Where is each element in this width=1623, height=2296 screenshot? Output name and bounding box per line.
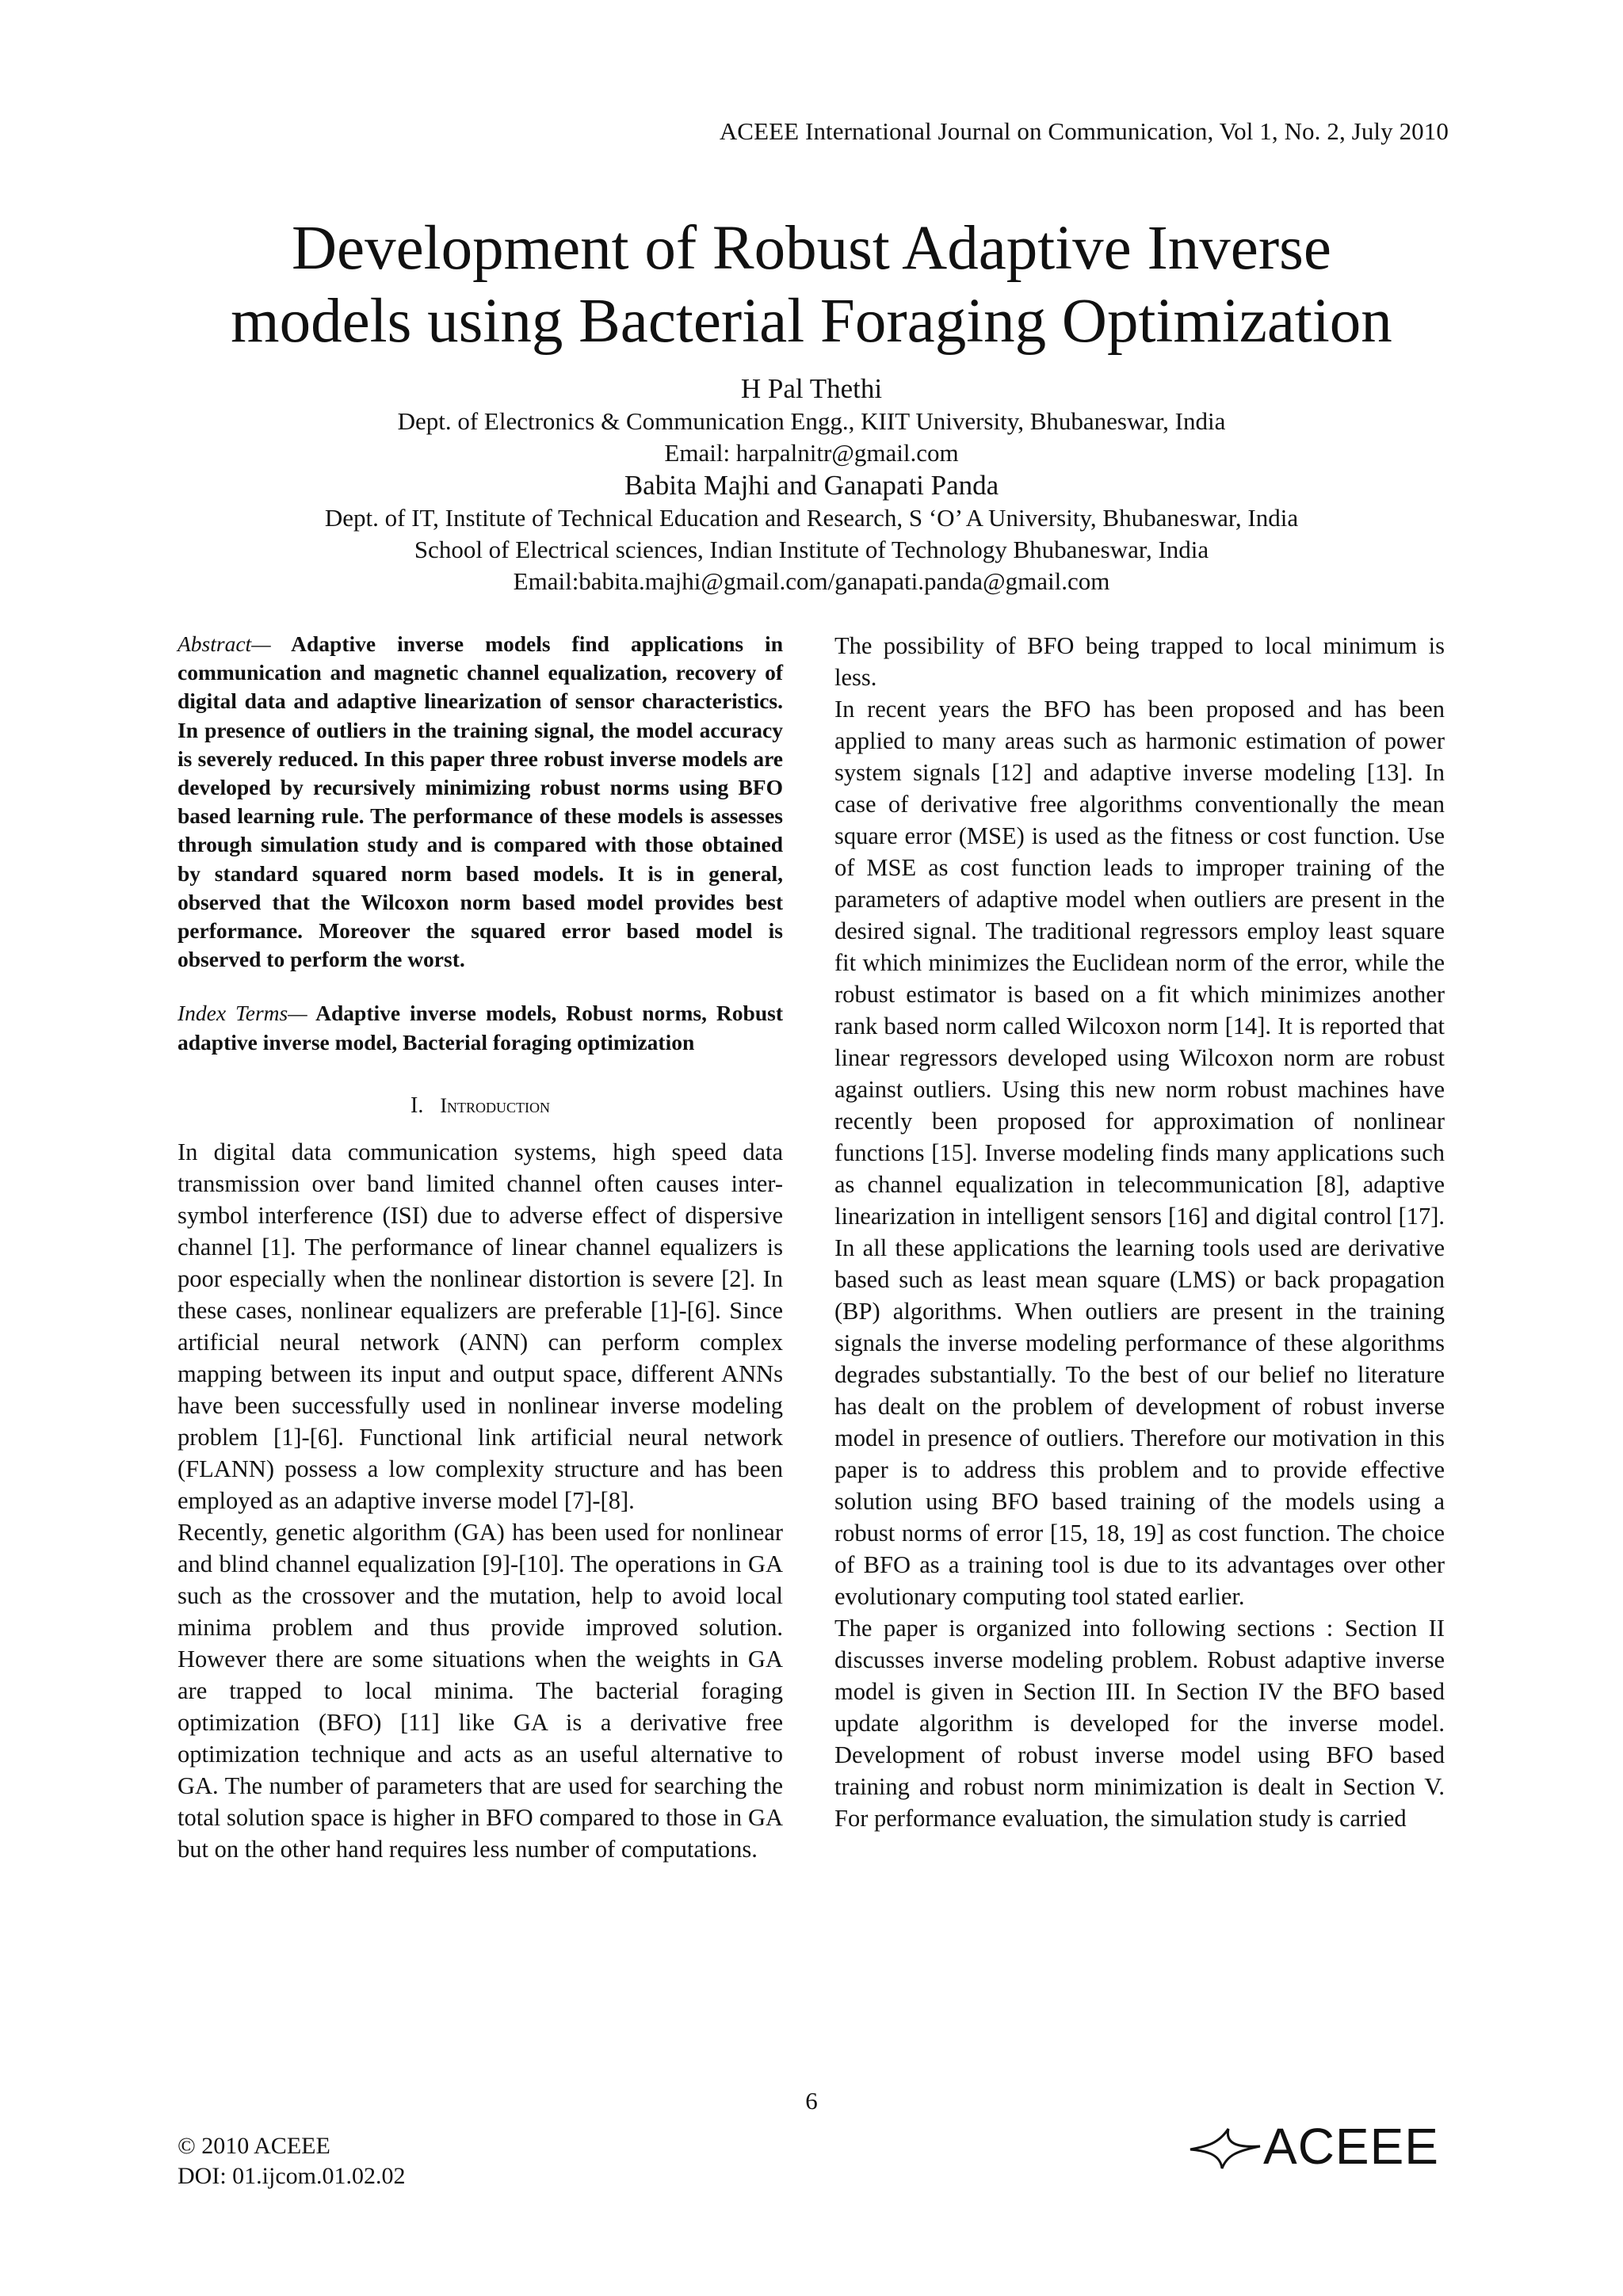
index-terms <box>178 999 783 1056</box>
index-terms-label: Index Terms— <box>178 1001 307 1026</box>
affiliation-2: Dept. of IT, Institute of Technical Education and Research, S ‘O’ A University, Bhubaneswar, India <box>324 504 1299 532</box>
title-line-1: Development of Robust Adaptive Inverse <box>292 214 1331 283</box>
title-line-2: models using Bacterial Foraging Optimization <box>231 287 1392 356</box>
paragraph: Recently, genetic algorithm (GA) has been used for nonlinear and blind channel equalization [9]-[10]. The operations in GA such as the crossover and the mutation, help to avoid local minima problem and thus provide improved solution. However there are some situations when the weights in GA are trapped to local minima. The bacterial foraging optimization (BFO) [11] like GA is a derivative free optimization technique and acts as an useful alternative to GA. The number of parameters that are used for searching the total solution space is higher in BFO compared to those in GA but on the other hand requires less number of computations. <box>178 1518 783 1863</box>
right-column <box>834 630 1445 1834</box>
index-terms-text: Adaptive inverse models, Robust norms, Robust adaptive inverse model, Bacterial foraging optimization <box>178 1001 783 1055</box>
section-heading-introduction <box>178 1092 783 1120</box>
paragraph: The possibility of BFO being trapped to local minimum is less. <box>834 632 1445 691</box>
doi: DOI: 01.ijcom.01.02.02 <box>178 2163 406 2189</box>
abstract-label: Abstract— <box>178 631 271 656</box>
paper-title <box>119 212 1504 358</box>
left-column <box>178 630 783 1865</box>
abstract-text: Adaptive inverse models find applications in communication and magnetic channel equalization, recovery of digital data and adaptive linearization of sensor characteristics. In presence of outliers in the training signal, the model accuracy is severely reduced. In this paper three robust inverse models are developed by recursively minimizing robust norms using BFO based learning rule. The performance of these models is assesses through simulation study and is compared with those obtained by standard squared norm based models. It is in general, observed that the Wilcoxon norm based model provides best performance. Moreover the squared error based model is observed to perform the worst. <box>178 631 783 972</box>
author-2: Babita Majhi and Ganapati Panda <box>624 470 999 501</box>
section-title: Introduction <box>440 1093 550 1117</box>
copyright: © 2010 ACEEE <box>178 2133 330 2159</box>
paragraph: The paper is organized into following sections : Section II discusses inverse modeling problem. Robust adaptive inverse model is given in Section III. In Section IV the BFO based update algorithm is developed for the inverse model. Development of robust inverse model using BFO based training and robust norm minimization is dealt in Section V. For performance evaluation, the simulation study is carried <box>834 1615 1445 1832</box>
aceee-logo-icon <box>1187 2122 1263 2170</box>
page-number: 6 <box>805 2087 818 2115</box>
logo-text: ACEEE <box>1263 2118 1439 2175</box>
abstract <box>178 630 783 974</box>
author-block <box>119 372 1504 597</box>
aceee-logo <box>1187 2117 1439 2176</box>
journal-header: ACEEE International Journal on Communication, Vol 1, No. 2, July 2010 <box>719 117 1449 145</box>
author-1: H Pal Thethi <box>740 373 883 404</box>
paragraph: In recent years the BFO has been proposed and has been applied to many areas such as harmonic estimation of power system signals [12] and adaptive inverse modeling [13]. In case of derivative free algorithms conventionally the mean square error (MSE) is used as the fitness or cost function. Use of MSE as cost function leads to improper training of the parameters of adaptive model when outliers are present in the desired signal. The traditional regressors employ least square fit which minimizes the Euclidean norm of the error, while the robust estimator is based on a fit which minimizes another rank based norm called Wilcoxon norm [14]. It is reported that linear regressors developed using Wilcoxon norm are robust against outliers. Using this new norm robust machines have recently been proposed for approximation of nonlinear functions [15]. Inverse modeling finds many applications such as channel equalization in telecommunication [8], adaptive linearization in intelligent sensors [16] and digital control [17]. In all these applications the learning tools used are derivative based such as least mean square (LMS) or back propagation (BP) algorithms. When outliers are present in the training signals the inverse modeling performance of these algorithms degrades substantially. To the best of our belief no literature has dealt on the problem of development of robust inverse model in presence of outliers. Therefore our motivation in this paper is to address this problem and to provide effective solution using BFO based training of the models using a robust norms of error [15, 18, 19] as cost function. The choice of BFO as a training tool is due to its advantages over other evolutionary computing tool stated earlier. <box>834 696 1445 1610</box>
section-number: I. <box>411 1093 424 1118</box>
affiliation-3: School of Electrical sciences, Indian Institute of Technology Bhubaneswar, India <box>414 536 1209 563</box>
email-1: Email: harpalnitr@gmail.com <box>664 439 959 467</box>
affiliation-1: Dept. of Electronics & Communication Engg., KIIT University, Bhubaneswar, India <box>397 407 1226 435</box>
email-2: Email:babita.majhi@gmail.com/ganapati.panda@gmail.com <box>513 567 1110 595</box>
footer-left <box>178 2131 405 2191</box>
paragraph: In digital data communication systems, high speed data transmission over band limited channel often causes inter-symbol interference (ISI) due to adverse effect of dispersive channel [1]. The performance of linear channel equalizers is poor especially when the nonlinear distortion is severe [2]. In these cases, nonlinear equalizers are preferable [1]-[6]. Since artificial neural network (ANN) can perform complex mapping between its input and output space, different ANNs have been successfully used in nonlinear inverse modeling problem [1]-[6]. Functional link artificial neural network (FLANN) possess a low complexity structure and has been employed as an adaptive inverse model [7]-[8]. <box>178 1138 783 1514</box>
